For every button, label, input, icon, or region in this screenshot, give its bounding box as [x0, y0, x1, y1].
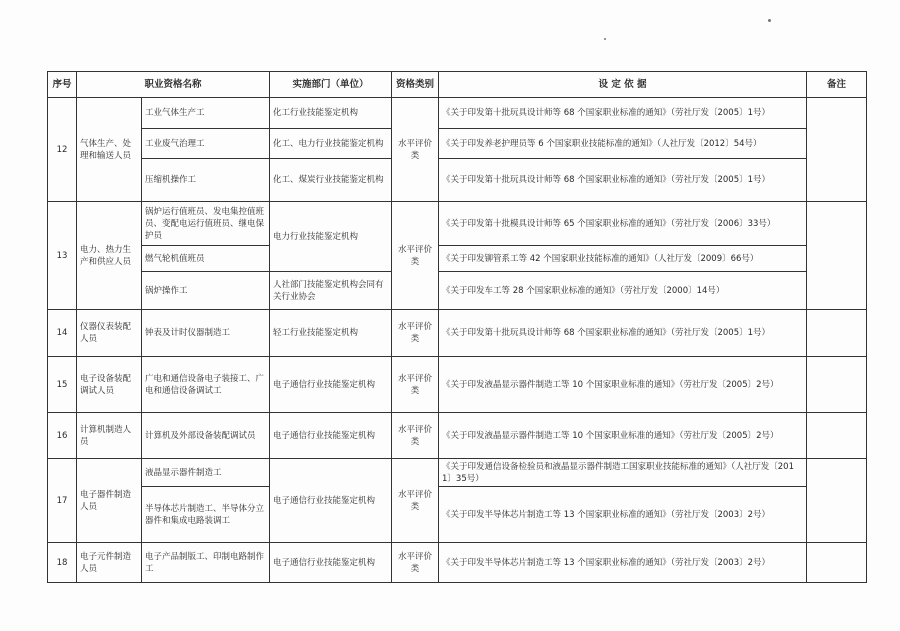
table-row: [48, 357, 867, 413]
legal-basis: 《关于印发铆管系工等 42 个国家职业技能标准的通知》（人社厅发〔2009〕66号）: [439, 246, 807, 272]
legal-basis: 《关于印发液晶显示器件制造工等 10 个国家职业标准的通知》（劳社厅发〔2005〕2号）: [439, 357, 807, 413]
implementing-dept: 人社部门技能鉴定机构会同有关行业协会: [270, 272, 392, 310]
implementing-dept: 电力行业技能鉴定机构: [270, 202, 392, 272]
row-seq: 15: [48, 357, 77, 413]
occupation-group: 计算机制造人员: [77, 413, 142, 459]
header-basis: 设 定 依 据: [439, 72, 807, 98]
table-row: [48, 487, 867, 543]
table-row: [48, 459, 867, 487]
occupation-name: 广电和通信设备电子装接工、广电和通信设备调试工: [142, 357, 270, 413]
occupation-name: 钟表及计时仪器制造工: [142, 310, 270, 357]
qualification-category: 水平评价类: [392, 459, 439, 543]
occupation-group: 电力、热力生产和供应人员: [77, 202, 142, 310]
implementing-dept: 化工、煤炭行业技能鉴定机构: [270, 159, 392, 202]
remark-cell: [807, 543, 867, 583]
scan-speck: [768, 19, 771, 22]
row-seq: 14: [48, 310, 77, 357]
occupation-name: 锅炉运行值班员、发电集控值班员、变配电运行值班员、继电保护员: [142, 202, 270, 246]
row-seq: 12: [48, 98, 77, 202]
legal-basis: 《关于印发液晶显示器件制造工等 10 个国家职业标准的通知》（劳社厅发〔2005〕2号）: [439, 413, 807, 459]
table-row: [48, 543, 867, 583]
qualification-category: 水平评价类: [392, 357, 439, 413]
implementing-dept: 化工行业技能鉴定机构: [270, 98, 392, 129]
occupation-name: 电子产品制版工、印制电路制作工: [142, 543, 270, 583]
qualification-table: [47, 71, 867, 583]
occupation-group: 电子元件制造人员: [77, 543, 142, 583]
table-row: [48, 310, 867, 357]
implementing-dept: 化工、电力行业技能鉴定机构: [270, 129, 392, 159]
remark-cell: [807, 357, 867, 413]
qualification-category: 水平评价类: [392, 543, 439, 583]
table-row: [48, 413, 867, 459]
legal-basis: 《关于印发半导体芯片制造工等 13 个国家职业标准的通知》（劳社厅发〔2003〕2号）: [439, 543, 807, 583]
legal-basis: 《关于印发车工等 28 个国家职业标准的通知》（劳社厅发〔2000〕14号）: [439, 272, 807, 310]
qualification-category: 水平评价类: [392, 413, 439, 459]
remark-cell: [807, 202, 867, 310]
legal-basis: 《关于印发第十批玩具设计师等 68 个国家职业标准的通知》（劳社厅发〔2005〕1号）: [439, 159, 807, 202]
qualification-category: 水平评价类: [392, 98, 439, 202]
table-row: [48, 272, 867, 310]
occupation-name: 锅炉操作工: [142, 272, 270, 310]
table-row: [48, 129, 867, 159]
occupation-name: 计算机及外部设备装配调试员: [142, 413, 270, 459]
implementing-dept: 电子通信行业技能鉴定机构: [270, 413, 392, 459]
occupation-name: 工业气体生产工: [142, 98, 270, 129]
implementing-dept: 轻工行业技能鉴定机构: [270, 310, 392, 357]
header-dept: 实施部门（单位）: [270, 72, 392, 98]
occupation-name: 半导体芯片制造工、半导体分立器件和集成电路装调工: [142, 487, 270, 543]
occupation-group: 电子设备装配调试人员: [77, 357, 142, 413]
remark-cell: [807, 459, 867, 543]
legal-basis: 《关于印发通信设备检验员和液晶显示器件制造工国家职业技能标准的通知》（人社厅发〔2011〕35号）: [439, 459, 807, 487]
header-name: 职业资格名称: [77, 72, 270, 98]
table-row: [48, 98, 867, 129]
table-row: [48, 246, 867, 272]
remark-cell: [807, 98, 867, 202]
remark-cell: [807, 413, 867, 459]
header-category: 资格类别: [392, 72, 439, 98]
qualification-category: 水平评价类: [392, 310, 439, 357]
occupation-name: 液晶显示器件制造工: [142, 459, 270, 487]
legal-basis: 《关于印发第十批玩具设计师等 68 个国家职业标准的通知》（劳社厅发〔2005〕1号）: [439, 310, 807, 357]
scan-speck: [604, 38, 606, 40]
row-seq: 17: [48, 459, 77, 543]
table-header-row: [48, 72, 867, 98]
header-seq: 序号: [48, 72, 77, 98]
table-row: [48, 159, 867, 202]
legal-basis: 《关于印发第十批玩具设计师等 68 个国家职业标准的通知》（劳社厅发〔2005〕1号）: [439, 98, 807, 129]
occupation-group: 气体生产、处理和输送人员: [77, 98, 142, 202]
implementing-dept: 电子通信行业技能鉴定机构: [270, 459, 392, 543]
implementing-dept: 电子通信行业技能鉴定机构: [270, 357, 392, 413]
row-seq: 13: [48, 202, 77, 310]
occupation-name: 燃气轮机值班员: [142, 246, 270, 272]
legal-basis: 《关于印发半导体芯片制造工等 13 个国家职业标准的通知》（劳社厅发〔2003〕2号）: [439, 487, 807, 543]
table-row: [48, 202, 867, 246]
occupation-group: 电子器件制造人员: [77, 459, 142, 543]
row-seq: 16: [48, 413, 77, 459]
remark-cell: [807, 310, 867, 357]
header-remark: 备注: [807, 72, 867, 98]
legal-basis: 《关于印发第十批模具设计师等 65 个国家职业标准的通知》（劳社厅发〔2006〕33号）: [439, 202, 807, 246]
occupation-group: 仪器仪表装配人员: [77, 310, 142, 357]
occupation-name: 工业废气治理工: [142, 129, 270, 159]
implementing-dept: 电子通信行业技能鉴定机构: [270, 543, 392, 583]
legal-basis: 《关于印发养老护理员等 6 个国家职业技能标准的通知》（人社厅发〔2012〕54号）: [439, 129, 807, 159]
qualification-category: 水平评价类: [392, 202, 439, 310]
row-seq: 18: [48, 543, 77, 583]
occupation-name: 压缩机操作工: [142, 159, 270, 202]
